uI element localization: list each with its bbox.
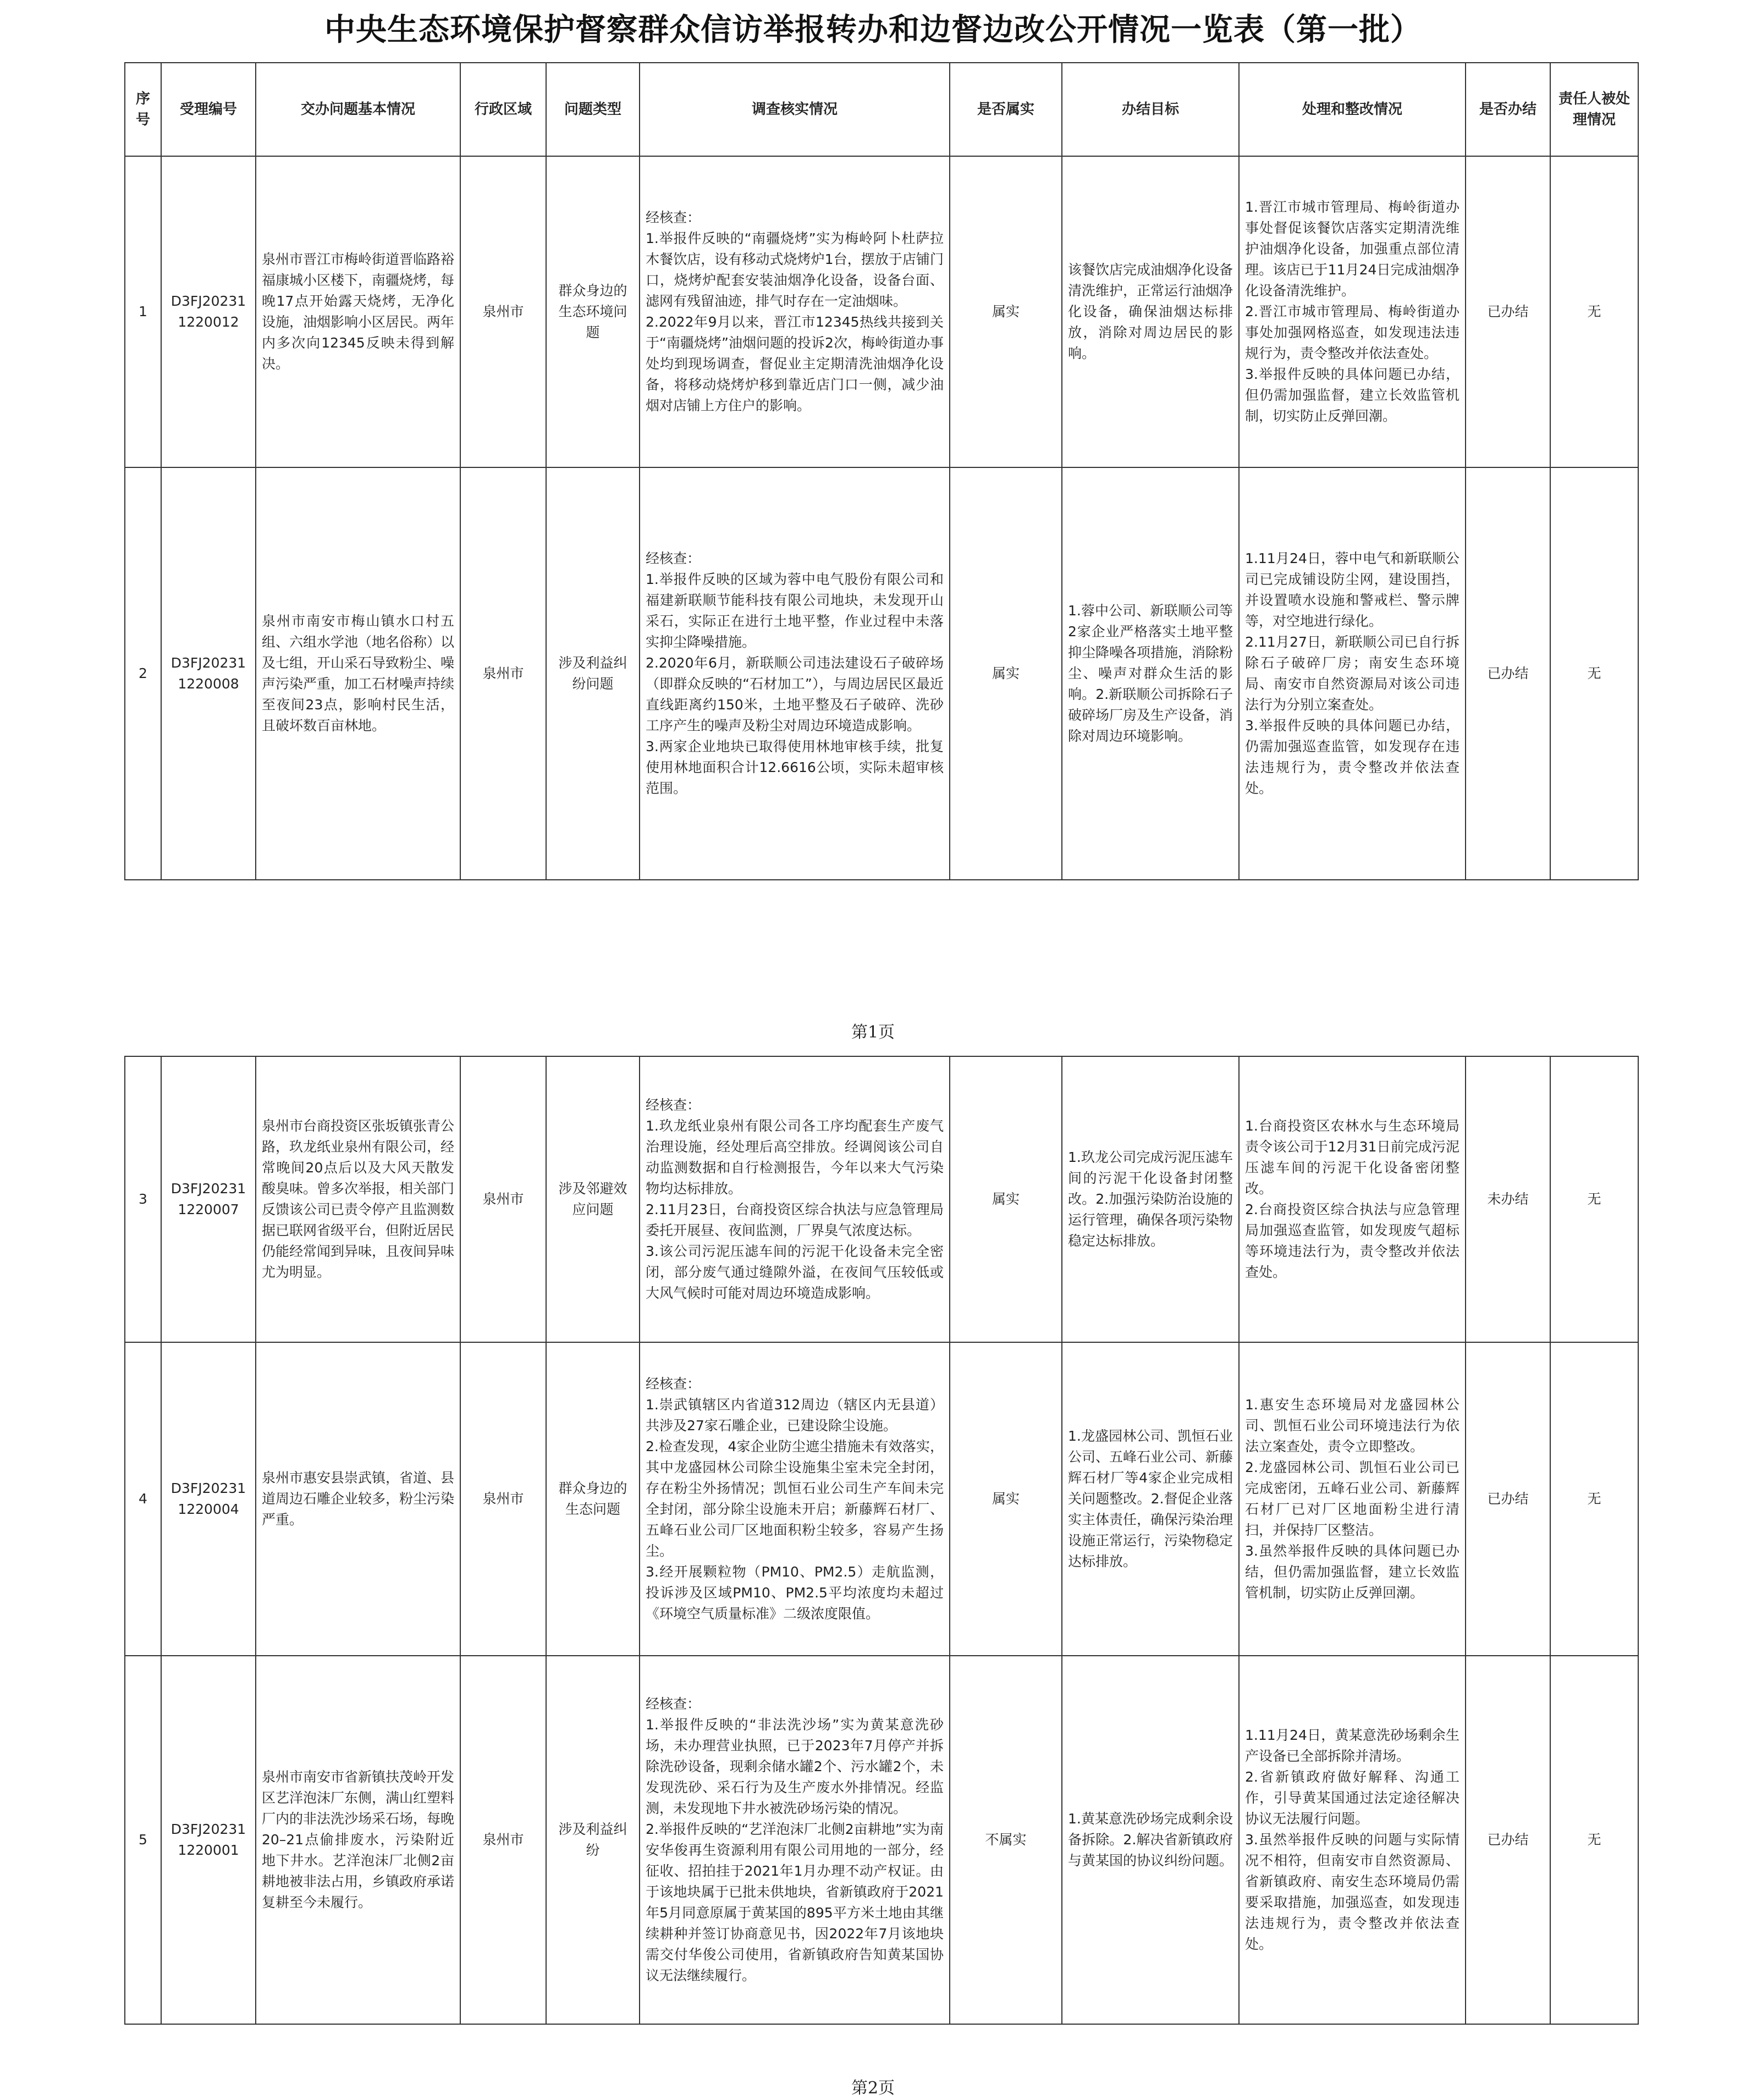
survey-line: 经核查： xyxy=(646,1097,701,1113)
survey-line: 1.崇武镇辖区内省道312周边（辖区内无县道）共涉及27家石雕企业，已建设除尘设施。 xyxy=(646,1397,944,1434)
cell-id: D3FJ202311220008 xyxy=(161,467,256,880)
survey-line: 经核查： xyxy=(646,550,701,566)
cell-survey xyxy=(640,1342,950,1656)
page-number-2: 第2页 xyxy=(851,2079,895,2098)
table-row xyxy=(125,1342,1638,1656)
page-number-1: 第1页 xyxy=(851,1023,895,1042)
survey-line: 3.经开展颗粒物（PM10、PM2.5）走航监测，投诉涉及区域PM10、PM2.5平均浓度均未超过《环境空气质量标准》二级浓度限值。 xyxy=(646,1564,944,1622)
cell-type: 涉及利益纠纷问题 xyxy=(546,467,640,880)
handling-line: 2.11月27日，新联顺公司已自行拆除石子破碎厂房；南安生态环境局、南安市自然资源局对该公司违法行为分别立案查处。 xyxy=(1245,634,1459,713)
cell-accountability: 无 xyxy=(1550,1342,1638,1656)
cell-survey xyxy=(640,467,950,880)
header-handling: 处理和整改情况 xyxy=(1239,63,1466,156)
cell-type: 群众身边的生态环境问题 xyxy=(546,156,640,467)
survey-line: 3.两家企业地块已取得使用林地审核手续，批复使用林地面积合计12.6616公顷，实际未超审核范围。 xyxy=(646,738,944,796)
cell-type: 涉及利益纠纷 xyxy=(546,1656,640,2024)
cell-seq: 5 xyxy=(125,1656,161,2024)
cell-closed: 未办结 xyxy=(1466,1056,1550,1342)
survey-line: 2.11月23日，台商投资区综合执法与应急管理局委托开展昼、夜间监测，厂界臭气浓度达标。 xyxy=(646,1201,944,1238)
cell-survey xyxy=(640,1656,950,2024)
survey-line: 2.检查发现，4家企业防尘遮尘措施未有效落实，其中龙盛园林公司除尘设施集尘室未完全封闭，存在粉尘外扬情况；凯恒石业公司生产车间未完全封闭，部分除尘设施未开启；新藤辉石材厂、五峰石业公司厂区地面积粉尘较多，容易产生扬尘。 xyxy=(646,1438,944,1559)
cell-target: 1.黄某意洗砂场完成剩余设备拆除。2.解决省新镇政府与黄某国的协议纠纷问题。 xyxy=(1062,1656,1239,2024)
survey-line: 经核查： xyxy=(646,1696,701,1712)
cell-closed: 已办结 xyxy=(1466,1342,1550,1656)
cell-seq: 1 xyxy=(125,156,161,467)
handling-line: 3.虽然举报件反映的问题与实际情况不相符，但南安市自然资源局、省新镇政府、南安生态环境局仍需要采取措施，加强巡查，如发现违法违规行为，责令整改并依法查处。 xyxy=(1245,1832,1459,1952)
cell-seq: 3 xyxy=(125,1056,161,1342)
cell-basic: 泉州市晋江市梅岭街道晋临路裕福康城小区楼下，南疆烧烤，每晚17点开始露天烧烤，无净化设施，油烟影响小区居民。两年内多次向12345反映未得到解决。 xyxy=(256,156,460,467)
table-row xyxy=(125,156,1638,467)
page-title: 中央生态环境保护督察群众信访举报转办和边督边改公开情况一览表（第一批） xyxy=(324,12,1422,48)
cell-seq: 4 xyxy=(125,1342,161,1656)
handling-line: 2.省新镇政府做好解释、沟通工作，引导黄某国通过法定途径解决协议无法履行问题。 xyxy=(1245,1769,1459,1827)
cell-accountability: 无 xyxy=(1550,1656,1638,2024)
cell-accountability: 无 xyxy=(1550,1056,1638,1342)
cell-region: 泉州市 xyxy=(460,1342,546,1656)
cell-survey xyxy=(640,156,950,467)
survey-line: 经核查： xyxy=(646,210,701,225)
header-type: 问题类型 xyxy=(546,63,640,156)
cell-target: 1.龙盛园林公司、凯恒石业公司、五峰石业公司、新藤辉石材厂等4家企业完成相关问题整改。2.督促企业落实主体责任，确保污染治理设施正常运行，污染物稳定达标排放。 xyxy=(1062,1342,1239,1656)
handling-line: 1.晋江市城市管理局、梅岭街道办事处督促该餐饮店落实定期清洗维护油烟净化设备，加强重点部位清理。该店已于11月24日完成油烟净化设备清洗维护。 xyxy=(1245,199,1459,299)
cell-is-true: 属实 xyxy=(950,156,1062,467)
cell-closed: 已办结 xyxy=(1466,156,1550,467)
handling-line: 1.11月24日，黄某意洗砂场剩余生产设备已全部拆除并清场。 xyxy=(1245,1727,1459,1764)
header-row xyxy=(125,63,1638,156)
table-row xyxy=(125,1056,1638,1342)
header-survey: 调查核实情况 xyxy=(640,63,950,156)
header-accountability: 责任人被处理情况 xyxy=(1550,63,1638,156)
cell-basic: 泉州市南安市梅山镇水口村五组、六组水学池（地名俗称）以及七组，开山采石导致粉尘、噪声污染严重，加工石材噪声持续至夜间23点，影响村民生活，且破坏数百亩林地。 xyxy=(256,467,460,880)
cell-id: D3FJ202311220012 xyxy=(161,156,256,467)
cell-target: 该餐饮店完成油烟净化设备清洗维护，正常运行油烟净化设备，确保油烟达标排放，消除对周边居民的影响。 xyxy=(1062,156,1239,467)
cell-region: 泉州市 xyxy=(460,156,546,467)
header-id: 受理编号 xyxy=(161,63,256,156)
cell-region: 泉州市 xyxy=(460,1656,546,2024)
survey-line: 1.举报件反映的区域为蓉中电气股份有限公司和福建新联顺节能科技有限公司地块，未发现开山采石，实际正在进行土地平整，作业过程中未落实抑尘降噪措施。 xyxy=(646,571,944,650)
header-basic: 交办问题基本情况 xyxy=(256,63,460,156)
handling-line: 1.11月24日，蓉中电气和新联顺公司已完成铺设防尘网，建设围挡，并设置喷水设施和警戒栏、警示牌等，对空地进行绿化。 xyxy=(1245,550,1459,629)
header-target: 办结目标 xyxy=(1062,63,1239,156)
cell-handling xyxy=(1239,1656,1466,2024)
cell-accountability: 无 xyxy=(1550,467,1638,880)
handling-line: 2.龙盛园林公司、凯恒石业公司已完成密闭，五峰石业公司、新藤辉石材厂已对厂区地面粉尘进行清扫，并保持厂区整洁。 xyxy=(1245,1459,1459,1538)
survey-line: 1.玖龙纸业泉州有限公司各工序均配套生产废气治理设施，经处理后高空排放。经调阅该公司自动监测数据和自行检测报告，今年以来大气污染物均达标排放。 xyxy=(646,1118,944,1197)
cell-handling xyxy=(1239,1056,1466,1342)
header-is-true: 是否属实 xyxy=(950,63,1062,156)
cell-basic: 泉州市台商投资区张坂镇张青公路，玖龙纸业泉州有限公司，经常晚间20点后以及大风天散发酸臭味。曾多次举报，相关部门反馈该公司已责令停产且监测数据已联网省级平台，但附近居民仍能经常闻到异味，且夜间异味尤为明显。 xyxy=(256,1056,460,1342)
cell-id: D3FJ202311220007 xyxy=(161,1056,256,1342)
cell-is-true: 属实 xyxy=(950,467,1062,880)
cell-type: 涉及邻避效应问题 xyxy=(546,1056,640,1342)
cell-type: 群众身边的生态问题 xyxy=(546,1342,640,1656)
survey-line: 1.举报件反映的“南疆烧烤”实为梅岭阿卜杜萨拉木餐饮店，设有移动式烧烤炉1台，摆放于店铺门口，烧烤炉配套安装油烟净化设备，设备台面、滤网有残留油迹，排气时存在一定油烟味。 xyxy=(646,230,944,309)
survey-line: 2.2020年6月，新联顺公司违法建设石子破碎场（即群众反映的“石材加工”），与周边居民区最近直线距离约150米，土地平整及石子破碎、洗砂工序产生的噪声及粉尘对周边环境造成影响。 xyxy=(646,655,944,734)
cell-handling xyxy=(1239,1342,1466,1656)
handling-line: 1.台商投资区农林水与生态环境局责令该公司于12月31日前完成污泥压滤车间的污泥干化设备密闭整改。 xyxy=(1245,1118,1459,1197)
cell-basic: 泉州市惠安县崇武镇，省道、县道周边石雕企业较多，粉尘污染严重。 xyxy=(256,1342,460,1656)
survey-line: 3.该公司污泥压滤车间的污泥干化设备未完全密闭，部分废气通过缝隙外溢，在夜间气压较低或大风气候时可能对周边环境造成影响。 xyxy=(646,1243,944,1301)
survey-line: 经核查： xyxy=(646,1376,701,1392)
handling-line: 2.台商投资区综合执法与应急管理局加强巡查监管，如发现废气超标等环境违法行为，责令整改并依法查处。 xyxy=(1245,1201,1459,1280)
cell-is-true: 属实 xyxy=(950,1056,1062,1342)
cell-survey xyxy=(640,1056,950,1342)
header-closed: 是否办结 xyxy=(1466,63,1550,156)
handling-line: 3.举报件反映的具体问题已办结，但仍需加强监督，建立长效监管机制，切实防止反弹回潮。 xyxy=(1245,366,1459,424)
table-page-1 xyxy=(124,62,1639,880)
cell-is-true: 不属实 xyxy=(950,1656,1062,2024)
survey-line: 2.2022年9月以来，晋江市12345热线共接到关于“南疆烧烤”油烟问题的投诉2次，梅岭街道办事处均到现场调查，督促业主定期清洗油烟净化设备，将移动烧烤炉移到靠近店门口一侧，减少油烟对店铺上方住户的影响。 xyxy=(646,314,944,414)
cell-closed: 已办结 xyxy=(1466,1656,1550,2024)
survey-line: 2.举报件反映的“艺洋泡沫厂北侧2亩耕地”实为南安华俊再生资源利用有限公司用地的一部分，经征收、招拍挂于2021年1月办理不动产权证。由于该地块属于已批未供地块，省新镇政府于2021年5月同意原属于黄某国的895平方米土地由其继续耕种并签订协商意见书，因2022年7月该地块需交付华俊公司使用，省新镇政府告知黄某国协议无法继续履行。 xyxy=(646,1821,944,1983)
table-page-2 xyxy=(124,1056,1639,2025)
table-row xyxy=(125,1656,1638,2024)
cell-id: D3FJ202311220001 xyxy=(161,1656,256,2024)
cell-seq: 2 xyxy=(125,467,161,880)
cell-basic: 泉州市南安市省新镇扶茂岭开发区艺洋泡沫厂东侧，满山红塑料厂内的非法洗沙场采石场，每晚20–21点偷排废水，污染附近地下井水。艺洋泡沫厂北侧2亩耕地被非法占用，乡镇政府承诺复耕至今未履行。 xyxy=(256,1656,460,2024)
handling-line: 3.举报件反映的具体问题已办结，仍需加强巡查监管，如发现存在违法违规行为，责令整改并依法查处。 xyxy=(1245,718,1459,796)
cell-closed: 已办结 xyxy=(1466,467,1550,880)
cell-handling xyxy=(1239,467,1466,880)
cell-id: D3FJ202311220004 xyxy=(161,1342,256,1656)
cell-handling xyxy=(1239,156,1466,467)
handling-line: 3.虽然举报件反映的具体问题已办结，但仍需加强监督，建立长效监管机制，切实防止反弹回潮。 xyxy=(1245,1543,1459,1601)
table-row xyxy=(125,467,1638,880)
header-region: 行政区域 xyxy=(460,63,546,156)
survey-line: 1.举报件反映的“非法洗沙场”实为黄某意洗砂场，未办理营业执照，已于2023年7月停产并拆除洗砂设备，现剩余储水罐2个、污水罐2个，未发现洗砂、采石行为及生产废水外排情况。经监测，未发现地下井水被洗砂场污染的情况。 xyxy=(646,1717,944,1816)
header-seq: 序号 xyxy=(125,63,161,156)
handling-line: 1.惠安生态环境局对龙盛园林公司、凯恒石业公司环境违法行为依法立案查处，责令立即整改。 xyxy=(1245,1397,1459,1454)
cell-is-true: 属实 xyxy=(950,1342,1062,1656)
cell-region: 泉州市 xyxy=(460,467,546,880)
cell-accountability: 无 xyxy=(1550,156,1638,467)
cell-target: 1.蓉中公司、新联顺公司等2家企业严格落实土地平整抑尘降噪各项措施，消除粉尘、噪声对群众生活的影响。2.新联顺公司拆除石子破碎场厂房及生产设备，消除对周边环境影响。 xyxy=(1062,467,1239,880)
cell-region: 泉州市 xyxy=(460,1056,546,1342)
handling-line: 2.晋江市城市管理局、梅岭街道办事处加强网格巡查，如发现违法违规行为，责令整改并依法查处。 xyxy=(1245,304,1459,361)
cell-target: 1.玖龙公司完成污泥压滤车间的污泥干化设备封闭整改。2.加强污染防治设施的运行管理，确保各项污染物稳定达标排放。 xyxy=(1062,1056,1239,1342)
